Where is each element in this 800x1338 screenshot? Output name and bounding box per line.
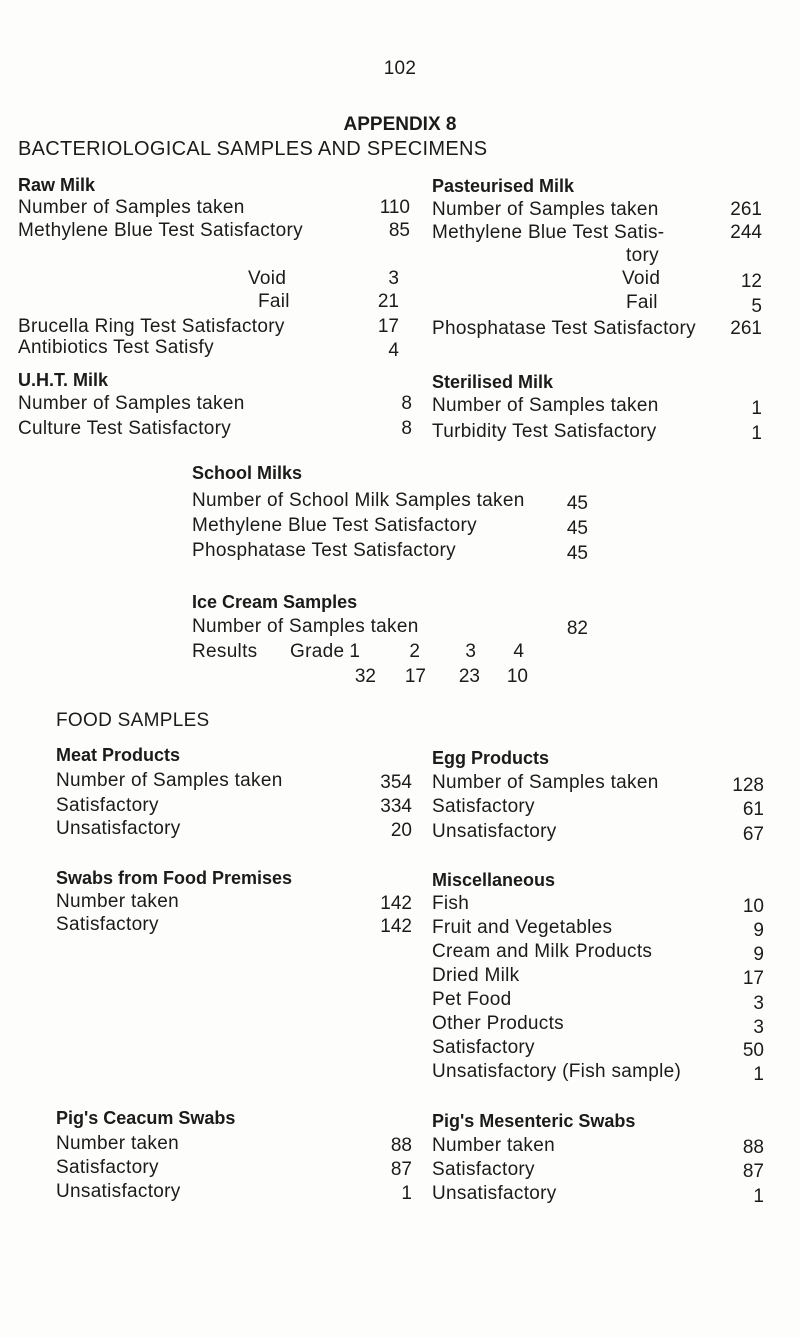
uht-milk-heading: U.H.T. Milk xyxy=(18,370,109,390)
ice-cream-heading: Ice Cream Samples xyxy=(192,592,358,612)
row-label: Void xyxy=(622,268,661,289)
food-samples-title: FOOD SAMPLES xyxy=(56,710,210,731)
row-label: Methylene Blue Test Satisfactory xyxy=(192,515,477,536)
row-label: Number of Samples taken xyxy=(18,393,245,414)
row-value: 261 xyxy=(730,318,762,339)
row-value: 3 xyxy=(753,1017,764,1038)
row-value: 244 xyxy=(730,222,762,243)
row-value: 61 xyxy=(742,799,764,820)
row-label: Dried Milk xyxy=(432,965,520,986)
row-label: Number of Samples taken xyxy=(432,395,659,416)
row-label: Number of Samples taken xyxy=(432,199,659,220)
row-value: 142 xyxy=(380,893,412,914)
grade-count: 17 xyxy=(404,666,426,687)
row-label: Number of Samples taken xyxy=(18,197,245,218)
row-value: 110 xyxy=(379,197,410,218)
row-label: Brucella Ring Test Satisfactory xyxy=(18,316,285,337)
row-label: Number taken xyxy=(56,891,179,912)
egg-products-heading: Egg Products xyxy=(432,748,550,768)
row-label: Antibiotics Test Satisfy xyxy=(18,337,214,358)
row-value: 4 xyxy=(388,340,399,361)
row-label: Void xyxy=(248,268,287,289)
row-label: Unsatisfactory xyxy=(56,1181,181,1202)
row-label: Satisfactory xyxy=(56,1157,159,1178)
row-value: 1 xyxy=(753,1186,764,1207)
row-label: Satisfactory xyxy=(432,1159,535,1180)
row-label: Satisfactory xyxy=(56,914,159,935)
row-value: 128 xyxy=(732,775,764,796)
swabs-heading: Swabs from Food Premises xyxy=(56,868,293,888)
row-value: 17 xyxy=(377,316,399,337)
appendix-title: APPENDIX 8 xyxy=(343,114,457,135)
grade-count: 32 xyxy=(354,666,376,687)
row-label: Unsatisfactory xyxy=(432,1183,557,1204)
miscellaneous-heading: Miscellaneous xyxy=(432,870,556,890)
grade-value: 3 xyxy=(465,641,476,662)
row-value: 20 xyxy=(390,820,412,841)
row-value: 17 xyxy=(742,968,764,989)
row-value: 3 xyxy=(388,268,399,289)
row-label: Unsatisfactory (Fish sample) xyxy=(432,1061,682,1082)
row-value: 88 xyxy=(390,1135,412,1156)
page-number: 102 xyxy=(383,58,417,79)
row-label: Cream and Milk Products xyxy=(432,941,653,962)
row-value: 87 xyxy=(390,1159,412,1180)
row-label: Other Products xyxy=(432,1013,564,1034)
row-label: Fail xyxy=(258,291,290,312)
row-label: Satisfactory xyxy=(432,796,535,817)
row-value: 142 xyxy=(380,916,412,937)
grade-value: 2 xyxy=(409,641,420,662)
row-label: Culture Test Satisfactory xyxy=(18,418,232,439)
row-label: Unsatisfactory xyxy=(56,818,181,839)
row-value: 45 xyxy=(566,518,588,539)
row-label: Phosphatase Test Satisfactory xyxy=(192,540,456,561)
row-label: Number of Samples taken xyxy=(56,770,283,791)
row-label: Fail xyxy=(626,292,658,313)
row-label: Number of School Milk Samples taken xyxy=(192,490,525,511)
row-label: Phosphatase Test Satisfactory xyxy=(432,318,696,339)
row-value: 9 xyxy=(753,920,764,941)
row-value: 354 xyxy=(380,772,412,793)
grade-label: Grade xyxy=(290,641,345,662)
grade-value: 4 xyxy=(513,641,524,662)
row-value: 5 xyxy=(751,296,762,317)
sterilised-milk-heading: Sterilised Milk xyxy=(432,372,554,392)
row-value: 50 xyxy=(742,1040,764,1061)
grade-count: 10 xyxy=(506,666,528,687)
row-label: Fish xyxy=(432,893,470,914)
row-value: 1 xyxy=(751,423,762,444)
row-label: Satisfactory xyxy=(432,1037,535,1058)
row-value: 261 xyxy=(730,199,762,220)
row-value: 21 xyxy=(377,291,399,312)
school-milks-heading: School Milks xyxy=(192,463,303,483)
row-label: Fruit and Vegetables xyxy=(432,917,613,938)
row-label: tory xyxy=(626,245,659,266)
row-value: 88 xyxy=(742,1137,764,1158)
row-value: 45 xyxy=(566,493,588,514)
grade-value: 1 xyxy=(349,641,360,662)
row-label: Number of Samples taken xyxy=(432,772,659,793)
row-value: 3 xyxy=(753,993,764,1014)
samples-label: Number of Samples taken xyxy=(192,616,419,637)
row-label: Turbidity Test Satisfactory xyxy=(432,421,657,442)
raw-milk-heading: Raw Milk xyxy=(18,175,96,195)
row-label: Unsatisfactory xyxy=(432,821,557,842)
row-value: 9 xyxy=(753,944,764,965)
samples-value: 82 xyxy=(566,618,588,639)
results-label: Results xyxy=(192,641,258,662)
row-value: 45 xyxy=(566,543,588,564)
row-value: 8 xyxy=(401,418,412,439)
row-value: 1 xyxy=(751,398,762,419)
row-label: Satisfactory xyxy=(56,795,159,816)
pigs-caecum-heading: Pig's Ceacum Swabs xyxy=(56,1108,236,1128)
row-value: 8 xyxy=(401,393,412,414)
row-value: 10 xyxy=(742,896,764,917)
row-value: 87 xyxy=(742,1161,764,1182)
row-value: 67 xyxy=(742,824,764,845)
main-title: BACTERIOLOGICAL SAMPLES AND SPECIMENS xyxy=(18,138,488,160)
row-value: 85 xyxy=(388,220,410,241)
meat-products-heading: Meat Products xyxy=(56,745,181,765)
row-value: 1 xyxy=(753,1064,764,1085)
pasteurised-milk-heading: Pasteurised Milk xyxy=(432,176,575,196)
pigs-mesenteric-heading: Pig's Mesenteric Swabs xyxy=(432,1111,636,1131)
row-value: 12 xyxy=(740,271,762,292)
row-label: Number taken xyxy=(56,1133,179,1154)
row-label: Methylene Blue Test Satis- xyxy=(432,222,665,243)
row-label: Number taken xyxy=(432,1135,555,1156)
row-value: 1 xyxy=(401,1183,412,1204)
row-value: 334 xyxy=(380,796,412,817)
grade-count: 23 xyxy=(458,666,480,687)
row-label: Pet Food xyxy=(432,989,512,1010)
row-label: Methylene Blue Test Satisfactory xyxy=(18,220,303,241)
